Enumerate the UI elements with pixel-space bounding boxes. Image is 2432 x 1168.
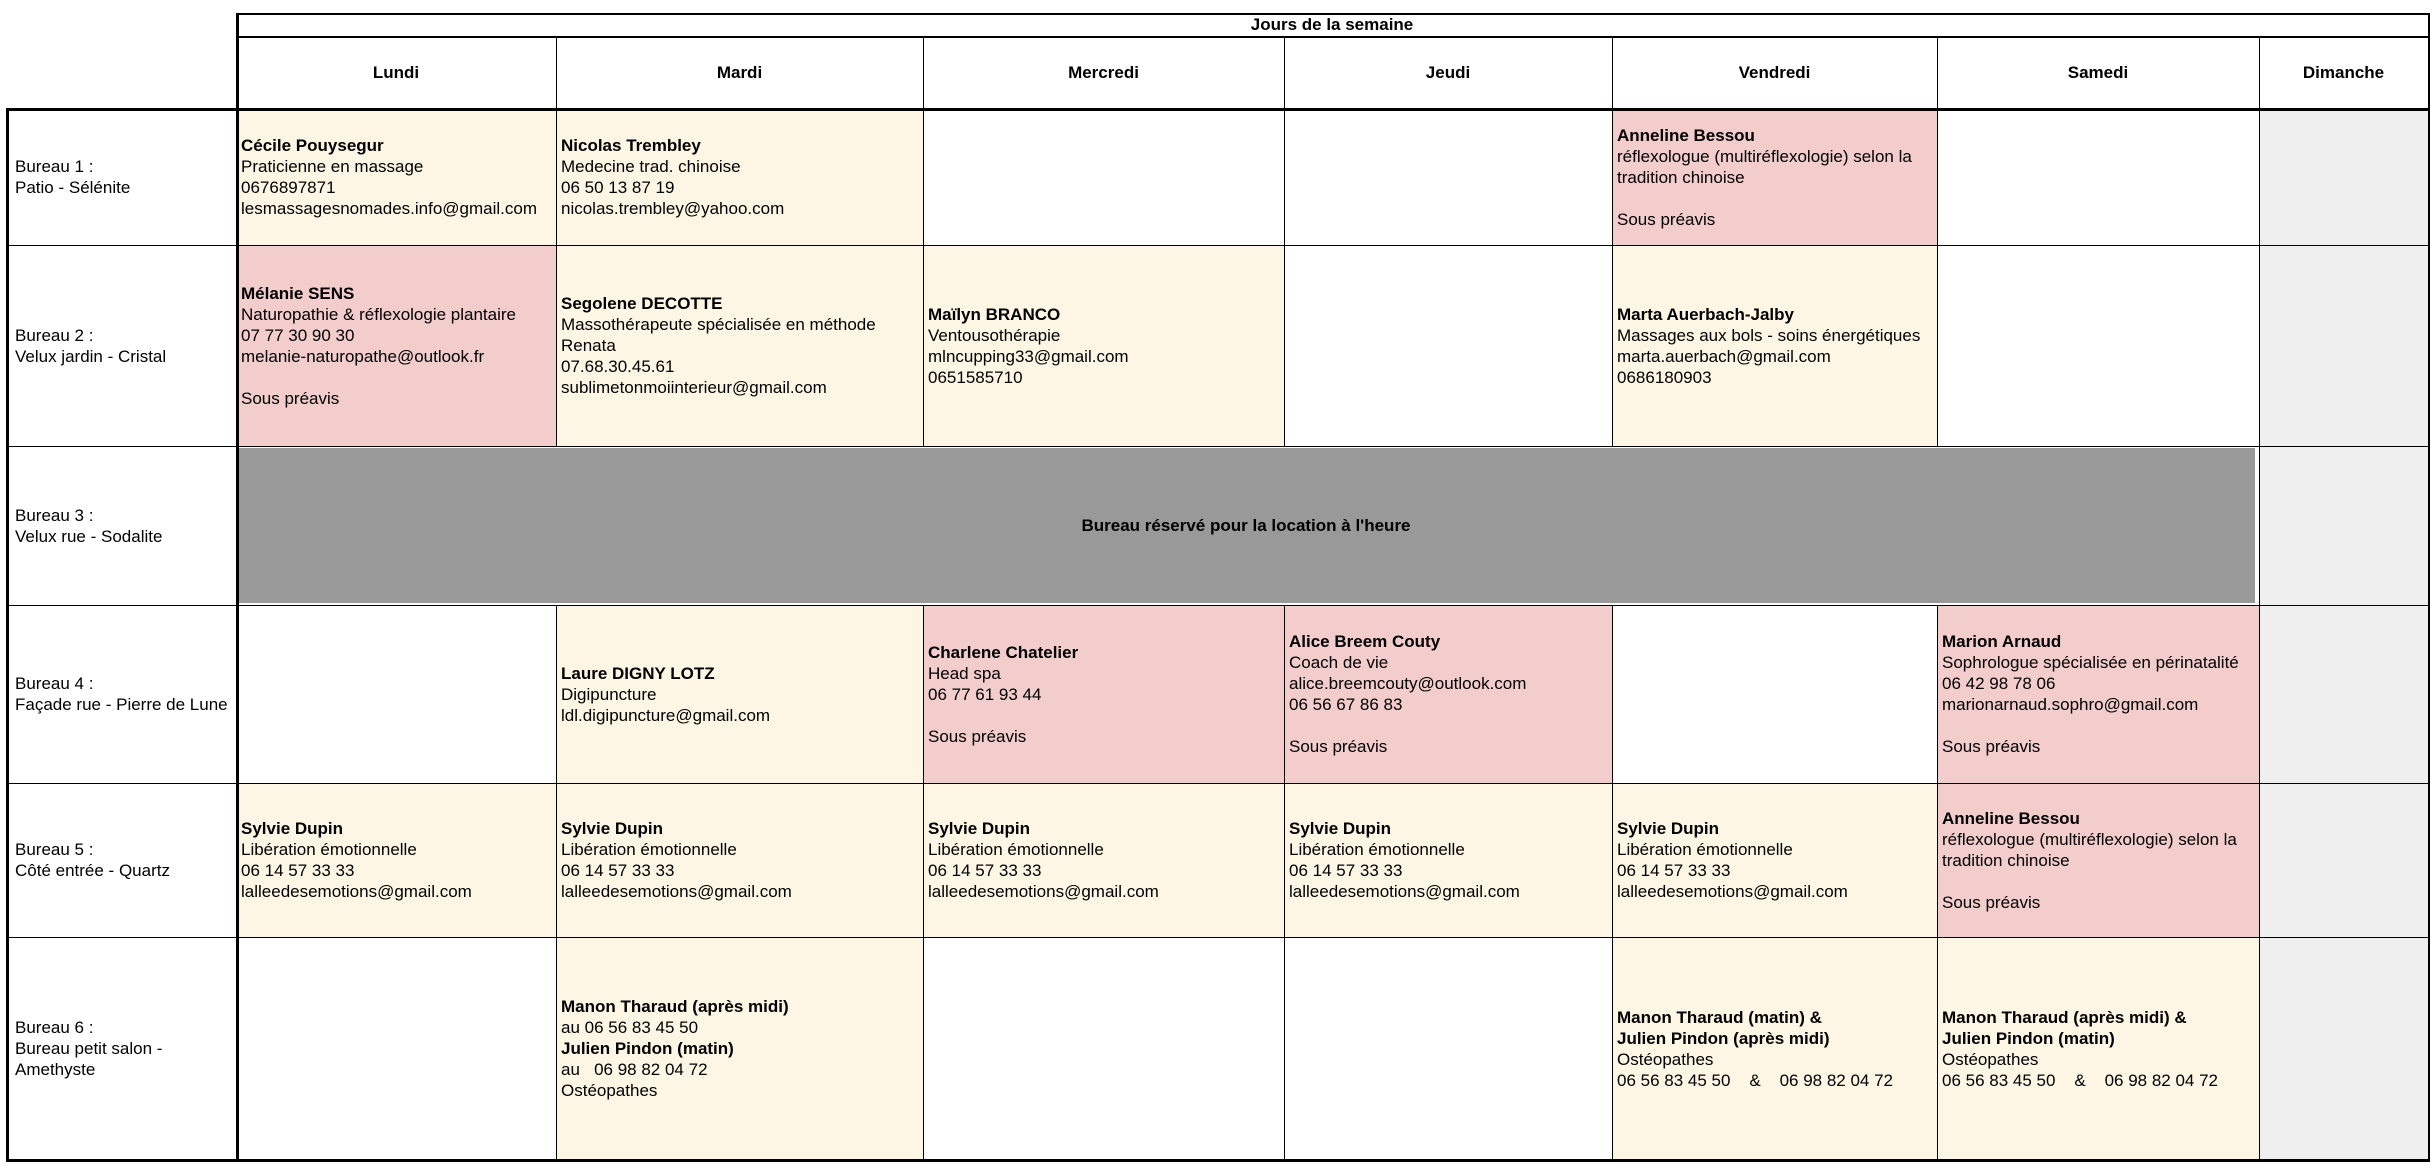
office-label-line: Velux rue - Sodalite bbox=[15, 526, 163, 546]
practitioner-info: Digipuncture bbox=[561, 684, 657, 704]
practitioner-info: 06 56 83 45 50 & 06 98 82 04 72 bbox=[1617, 1070, 1894, 1090]
office-label-1 bbox=[6, 109, 236, 245]
practitioner-info: Sous préavis bbox=[1617, 209, 1716, 229]
practitioner-info: 06 56 83 45 50 & 06 98 82 04 72 bbox=[1942, 1070, 2219, 1090]
practitioner-name: Sylvie Dupin bbox=[241, 819, 344, 838]
rule bbox=[923, 36, 924, 109]
practitioner-name: Maïlyn BRANCO bbox=[928, 304, 1061, 324]
day-header-label: Mercredi bbox=[1068, 62, 1139, 82]
slot-cell bbox=[1284, 245, 1612, 446]
rule bbox=[1937, 109, 1938, 446]
rule bbox=[923, 109, 924, 446]
slot-cell bbox=[236, 937, 556, 1160]
practitioner-name: Manon Tharaud (après midi) bbox=[561, 997, 789, 1016]
rule bbox=[1937, 36, 1938, 109]
practitioner-info: Ostéopathes bbox=[561, 1081, 658, 1100]
slot-cell bbox=[1284, 783, 1612, 937]
office-label-3 bbox=[6, 446, 236, 605]
office-label-2 bbox=[6, 245, 236, 446]
office-label-line: Côté entrée - Quartz bbox=[15, 861, 170, 880]
slot-cell bbox=[2259, 605, 2428, 783]
rule bbox=[6, 108, 9, 1162]
office-label-line: Bureau 1 : bbox=[15, 157, 94, 176]
practitioner-info: ldl.digipuncture@gmail.com bbox=[561, 705, 771, 725]
practitioner-info: Sous préavis bbox=[1942, 737, 2041, 756]
practitioner-name: Cécile Pouysegur bbox=[241, 136, 384, 155]
practitioner-info: mlncupping33@gmail.com bbox=[928, 346, 1129, 366]
slot-cell bbox=[236, 245, 556, 446]
week-days-header bbox=[236, 14, 2428, 36]
day-header-3 bbox=[1284, 36, 1612, 109]
practitioner-info: lalleedesemotions@gmail.com bbox=[241, 882, 472, 901]
blank-line bbox=[241, 367, 556, 388]
practitioner-info: Ventousothérapie bbox=[928, 325, 1061, 345]
slot-cell bbox=[923, 109, 1284, 245]
practitioner-info: Sous préavis bbox=[1942, 892, 2041, 912]
day-header-0 bbox=[236, 36, 556, 109]
slot-cell bbox=[2259, 245, 2428, 446]
practitioner-info: lalleedesemotions@gmail.com bbox=[561, 882, 792, 901]
slot-cell bbox=[2259, 783, 2428, 937]
practitioner-info: 06 14 57 33 33 bbox=[928, 861, 1042, 880]
rule bbox=[6, 245, 2430, 246]
practitioner-info: Sous préavis bbox=[241, 388, 340, 408]
practitioner-info: Libération émotionnelle bbox=[561, 840, 737, 859]
rule bbox=[236, 36, 2430, 38]
slot-cell bbox=[1937, 605, 2259, 783]
rule bbox=[556, 605, 557, 1160]
practitioner-info: Coach de vie bbox=[1289, 653, 1389, 672]
practitioner-info: Naturopathie & réflexologie plantaire bbox=[241, 304, 517, 324]
day-header-1 bbox=[556, 36, 923, 109]
slot-cell bbox=[1612, 783, 1937, 937]
day-header-label: Samedi bbox=[2067, 62, 2129, 82]
slot-cell bbox=[236, 783, 556, 937]
practitioner-name: Mélanie SENS bbox=[241, 283, 355, 303]
slot-cell bbox=[2259, 446, 2428, 605]
practitioner-info: Renata bbox=[561, 336, 616, 355]
blank-line bbox=[1617, 188, 1937, 209]
practitioner-info: 0676897871 bbox=[241, 178, 336, 197]
practitioner-info: Massothérapeute spécialisée en méthode bbox=[561, 315, 876, 334]
office-label-line: Patio - Sélénite bbox=[15, 178, 131, 197]
practitioner-info: melanie-naturopathe@outlook.fr bbox=[241, 346, 485, 366]
practitioner-info: 06 14 57 33 33 bbox=[561, 861, 675, 880]
slot-cell bbox=[923, 605, 1284, 783]
practitioner-name: Julien Pindon (matin) bbox=[561, 1039, 734, 1058]
practitioner-info: 07.68.30.45.61 bbox=[561, 357, 675, 376]
day-header-5 bbox=[1937, 36, 2259, 109]
practitioner-info: tradition chinoise bbox=[1942, 850, 2070, 870]
practitioner-info: Head spa bbox=[928, 663, 1001, 683]
practitioner-info: 06 14 57 33 33 bbox=[1289, 861, 1403, 880]
slot-cell bbox=[236, 605, 556, 783]
practitioner-info: réflexologue (multiréflexologie) selon la bbox=[1942, 829, 2237, 849]
practitioner-info: réflexologue (multiréflexologie) selon la bbox=[1617, 146, 1912, 166]
practitioner-name: Segolene DECOTTE bbox=[561, 294, 723, 313]
rule bbox=[236, 13, 2430, 15]
practitioner-name: Manon Tharaud (après midi) & bbox=[1942, 1007, 2187, 1027]
reserved-office-text: Bureau réservé pour la location à l'heure bbox=[1081, 515, 1411, 535]
practitioner-info: lalleedesemotions@gmail.com bbox=[928, 882, 1159, 901]
practitioner-info: sublimetonmoiinterieur@gmail.com bbox=[561, 378, 827, 397]
rule bbox=[6, 937, 2430, 938]
office-label-line: Bureau 4 : bbox=[15, 674, 94, 693]
slot-cell bbox=[1612, 605, 1937, 783]
practitioner-info: marta.auerbach@gmail.com bbox=[1617, 346, 1831, 366]
office-label-6 bbox=[6, 937, 236, 1160]
slot-cell bbox=[1284, 937, 1612, 1160]
day-header-4 bbox=[1612, 36, 1937, 109]
slot-cell bbox=[2259, 109, 2428, 245]
practitioner-info: nicolas.trembley@yahoo.com bbox=[561, 199, 785, 218]
practitioner-info: au 06 98 82 04 72 bbox=[561, 1060, 708, 1079]
office-label-line: Amethyste bbox=[15, 1060, 96, 1079]
rule bbox=[1612, 109, 1613, 446]
slot-cell bbox=[1937, 937, 2259, 1160]
practitioner-name: Nicolas Trembley bbox=[561, 136, 701, 155]
rule bbox=[1612, 36, 1613, 109]
practitioner-info: Libération émotionnelle bbox=[241, 840, 417, 859]
practitioner-info: Ostéopathes bbox=[1942, 1049, 2039, 1069]
rule bbox=[1284, 605, 1285, 1160]
rule bbox=[6, 108, 2430, 111]
practitioner-name: Marion Arnaud bbox=[1942, 632, 2062, 651]
office-label-line: Bureau 2 : bbox=[15, 325, 94, 345]
practitioner-info: Massages aux bols - soins énergétiques bbox=[1617, 325, 1921, 345]
slot-cell bbox=[556, 245, 923, 446]
office-label-line: Façade rue - Pierre de Lune bbox=[15, 695, 228, 714]
blank-line bbox=[1942, 871, 2259, 892]
day-header-label: Jeudi bbox=[1425, 62, 1471, 82]
rule bbox=[6, 446, 2430, 447]
practitioner-info: alice.breemcouty@outlook.com bbox=[1289, 674, 1527, 693]
blank-line bbox=[928, 705, 1284, 726]
rule bbox=[923, 605, 924, 1160]
practitioner-info: 07 77 30 90 30 bbox=[241, 325, 355, 345]
slot-cell bbox=[1612, 109, 1937, 245]
practitioner-info: 0651585710 bbox=[928, 367, 1023, 387]
day-header-6 bbox=[2259, 36, 2428, 109]
rule bbox=[2259, 109, 2260, 446]
rule bbox=[556, 36, 557, 109]
slot-cell bbox=[1284, 605, 1612, 783]
slot-cell bbox=[556, 605, 923, 783]
blank-line bbox=[1289, 715, 1612, 736]
rule bbox=[2259, 446, 2260, 605]
office-label-line: Velux jardin - Cristal bbox=[15, 346, 167, 366]
practitioner-info: lalleedesemotions@gmail.com bbox=[1617, 882, 1848, 901]
rule bbox=[556, 109, 557, 446]
office-label-line: Bureau 3 : bbox=[15, 505, 94, 525]
practitioner-info: 06 56 67 86 83 bbox=[1289, 695, 1403, 714]
slot-cell bbox=[556, 109, 923, 245]
slot-cell bbox=[1612, 245, 1937, 446]
practitioner-info: Sous préavis bbox=[928, 726, 1027, 746]
practitioner-name: Julien Pindon (après midi) bbox=[1617, 1028, 1830, 1048]
rule bbox=[236, 13, 239, 1162]
day-header-label: Mardi bbox=[716, 62, 763, 82]
practitioner-info: 06 77 61 93 44 bbox=[928, 684, 1042, 704]
office-label-line: Bureau 6 : bbox=[15, 1018, 94, 1037]
practitioner-name: Alice Breem Couty bbox=[1289, 632, 1441, 651]
practitioner-name: Anneline Bessou bbox=[1617, 125, 1755, 145]
practitioner-name: Marta Auerbach-Jalby bbox=[1617, 304, 1794, 324]
day-header-label: Dimanche bbox=[2302, 62, 2385, 82]
blank-line bbox=[1942, 715, 2259, 736]
practitioner-info: 06 42 98 78 06 bbox=[1942, 674, 2056, 693]
slot-cell bbox=[923, 245, 1284, 446]
day-header-label: Lundi bbox=[372, 62, 420, 82]
practitioner-name: Sylvie Dupin bbox=[928, 819, 1031, 838]
practitioner-info: Libération émotionnelle bbox=[928, 840, 1104, 859]
slot-cell bbox=[556, 937, 923, 1160]
slot-cell bbox=[923, 937, 1284, 1160]
day-header-2 bbox=[923, 36, 1284, 109]
practitioner-name: Sylvie Dupin bbox=[1617, 819, 1720, 838]
office-label-4 bbox=[6, 605, 236, 783]
rule bbox=[2428, 13, 2430, 1162]
slot-cell bbox=[2259, 937, 2428, 1160]
practitioner-name: Manon Tharaud (matin) & bbox=[1617, 1007, 1822, 1027]
practitioner-name: Laure DIGNY LOTZ bbox=[561, 663, 715, 683]
practitioner-info: 0686180903 bbox=[1617, 367, 1712, 387]
rule bbox=[6, 783, 2430, 784]
reserved-office-band bbox=[237, 448, 2255, 603]
office-label-line: Bureau 5 : bbox=[15, 840, 94, 859]
practitioner-info: au 06 56 83 45 50 bbox=[561, 1018, 699, 1037]
slot-cell bbox=[1937, 783, 2259, 937]
practitioner-info: lalleedesemotions@gmail.com bbox=[1289, 882, 1520, 901]
slot-cell bbox=[1937, 245, 2259, 446]
practitioner-info: 06 50 13 87 19 bbox=[561, 178, 675, 197]
rule bbox=[1612, 605, 1613, 1160]
slot-cell bbox=[1612, 937, 1937, 1160]
practitioner-info: lesmassagesnomades.info@gmail.com bbox=[241, 199, 537, 218]
rule bbox=[2259, 36, 2260, 109]
slot-cell bbox=[923, 783, 1284, 937]
office-label-5 bbox=[6, 783, 236, 937]
practitioner-info: Libération émotionnelle bbox=[1617, 840, 1793, 859]
slot-cell bbox=[556, 783, 923, 937]
office-label-line: Bureau petit salon - bbox=[15, 1039, 163, 1058]
practitioner-name: Sylvie Dupin bbox=[561, 819, 664, 838]
practitioner-name: Sylvie Dupin bbox=[1289, 819, 1392, 838]
practitioner-name: Charlene Chatelier bbox=[928, 642, 1079, 662]
rule bbox=[6, 1159, 2430, 1162]
practitioner-info: Sophrologue spécialisée en périnatalité bbox=[1942, 653, 2239, 672]
practitioner-info: marionarnaud.sophro@gmail.com bbox=[1942, 695, 2199, 714]
rule bbox=[2259, 605, 2260, 1160]
practitioner-info: Praticienne en massage bbox=[241, 157, 424, 176]
practitioner-info: 06 14 57 33 33 bbox=[241, 861, 355, 880]
practitioner-info: Libération émotionnelle bbox=[1289, 840, 1465, 859]
slot-cell bbox=[1937, 109, 2259, 245]
rule bbox=[1284, 36, 1285, 109]
practitioner-info: tradition chinoise bbox=[1617, 167, 1745, 187]
practitioner-name: Julien Pindon (matin) bbox=[1942, 1028, 2115, 1048]
slot-cell bbox=[1284, 109, 1612, 245]
practitioner-info: Medecine trad. chinoise bbox=[561, 157, 741, 176]
rule bbox=[1937, 605, 1938, 1160]
practitioner-info: Ostéopathes bbox=[1617, 1049, 1714, 1069]
practitioner-info: 06 14 57 33 33 bbox=[1617, 861, 1731, 880]
practitioner-info: Sous préavis bbox=[1289, 737, 1388, 756]
rule bbox=[6, 605, 2430, 606]
week-days-title: Jours de la semaine bbox=[1250, 15, 1414, 34]
practitioner-name: Anneline Bessou bbox=[1942, 808, 2080, 828]
slot-cell bbox=[236, 109, 556, 245]
rule bbox=[1284, 109, 1285, 446]
day-header-label: Vendredi bbox=[1738, 62, 1811, 82]
